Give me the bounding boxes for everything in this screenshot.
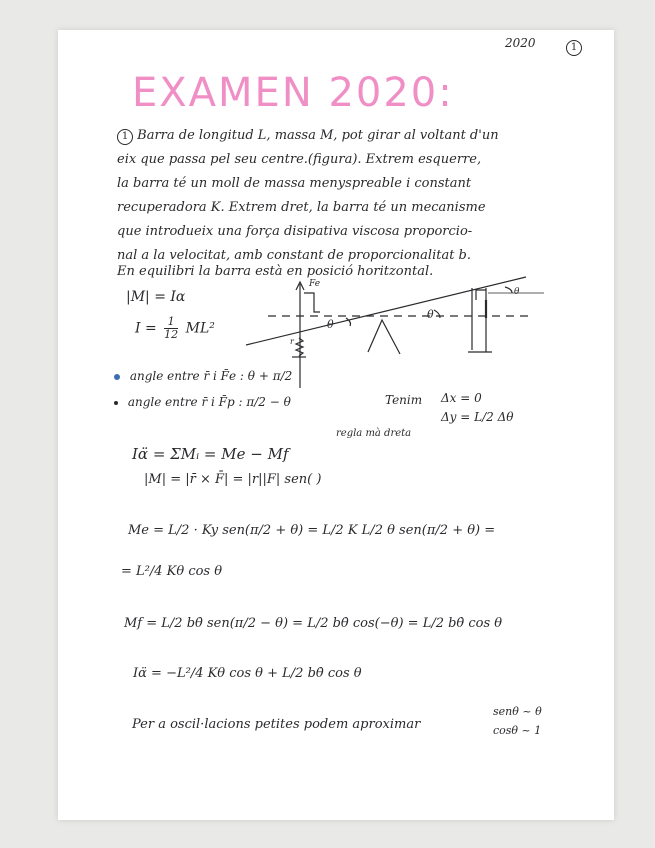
diagram-theta-middle: θ [427,308,434,321]
bullet-fp [114,401,118,405]
approx-sin: senθ ~ θ [493,705,542,718]
moment-formula: |M| = Iα [126,289,186,305]
diagram-theta-right: θ [514,287,520,297]
angle-fp-line [114,395,291,409]
problem-line-2: eix que passa pel seu centre.(figura). Extrem esquerre, [117,152,482,167]
inertia-denominator: 12 [164,328,179,341]
problem-line-5: que introdueix una força disipativa viscosa proporcio- [117,224,473,239]
tilted-bar [246,277,526,345]
delta-y: Δy = L/2 Δθ [441,410,514,424]
diagram-r-label: r [290,337,294,346]
diagram-fe-label: Fe [309,279,321,289]
rule-note: regla mà dreta [336,428,412,439]
problem-text-1: Barra de longitud L, massa M, pot girar al voltant d'un [137,128,499,143]
problem-number: 1 [117,129,133,145]
page-year: 2020 [505,36,536,50]
inertia-rhs: ML² [185,320,215,337]
problem-line-3: la barra té un moll de massa menyspreable i constant [117,176,472,191]
damper-hook [476,290,486,300]
problem-line-6: nal a la velocitat, amb constant de proporcionalitat b. [117,248,472,263]
approx-cos: cosθ ~ 1 [493,724,542,737]
theta-arc-middle [434,310,440,318]
me-line-2: = L²/4 Kθ cos θ [121,564,223,579]
angle-fp-label: angle entre r̄ i F̄p : [127,395,243,409]
pivot-triangle-icon [368,320,400,354]
me-line-1: Me = L/2 · Ky sen(π/2 + θ) = L/2 K L/2 θ sen(π/2 + θ) = [128,523,496,538]
delta-x: Δx = 0 [441,391,482,405]
angle-fe-value: θ + π/2 [247,369,293,383]
fe-step [304,293,320,312]
sum-moments: Iα̈ = ΣMᵢ = Me − Mf [132,445,289,463]
approx-text: Per a oscil·lacions petites podem aproximar [132,717,421,732]
mf-line: Mf = L/2 bθ̇ sen(π/2 − θ) = L/2 bθ̇ cos(−θ) = L/2 bθ̇ cos θ [124,616,503,631]
angle-fe-line [114,369,292,383]
bullet-fe [114,374,120,380]
page-number-circle: 1 [566,40,582,56]
tenim-label: Tenim [385,393,423,407]
angle-fp-value: π/2 − θ [246,395,291,409]
problem-line-7: En equilibri la barra està en posició horitzontal. [117,264,434,279]
inertia-numerator: 1 [164,316,178,329]
angle-fe-label: angle entre r̄ i F̄e : [129,369,244,383]
problem-line-4: recuperadora K. Extrem dret, la barra té un mecanisme [117,200,486,215]
theta-arc-right [505,287,512,293]
inertia-lhs: I = [135,320,157,337]
equation-of-motion: Iα̈ = −L²/4 Kθ cos θ + L/2 bθ̇ cos θ [133,666,362,681]
cross-product: |M| = |r̄ × F̄| = |r||F| sen( ) [144,472,322,487]
diagram-theta-left: θ [327,318,334,331]
page-title: EXAMEN 2020: [132,70,454,116]
